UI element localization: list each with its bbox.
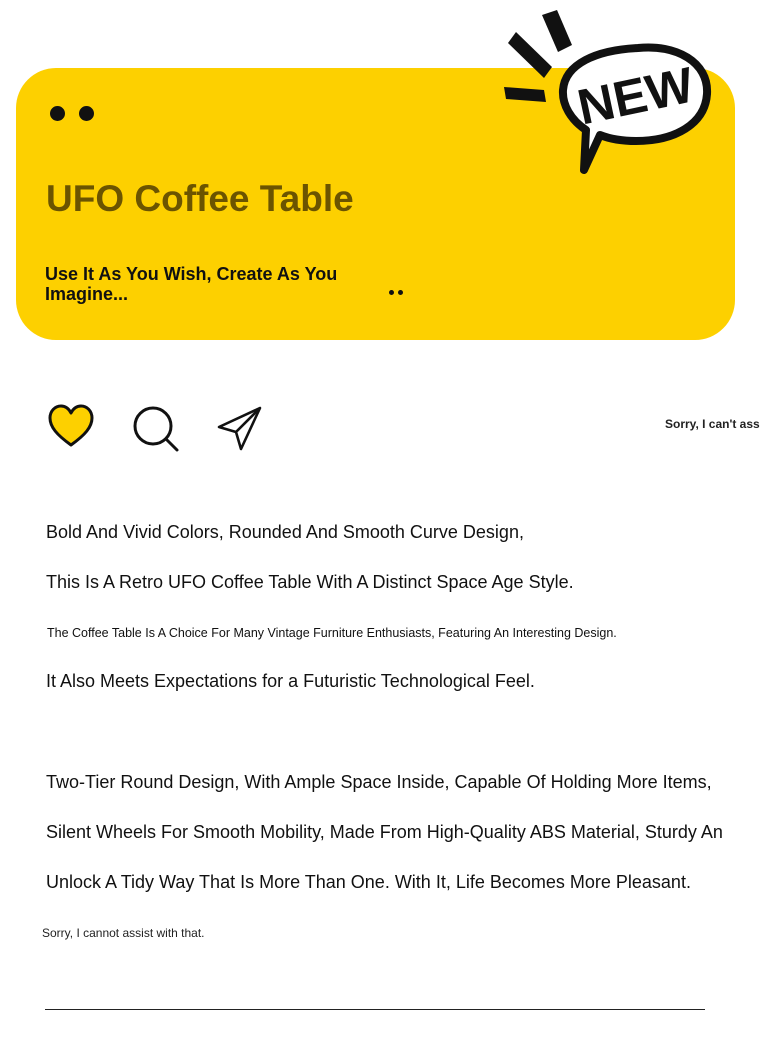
heart-icon[interactable] bbox=[47, 403, 95, 451]
dot bbox=[50, 106, 65, 121]
dot bbox=[389, 290, 394, 295]
description-line: The Coffee Table Is A Choice For Many Vintage Furniture Enthusiasts, Featuring An Interesting Design. bbox=[47, 626, 617, 640]
divider bbox=[45, 1009, 705, 1010]
description-line: Silent Wheels For Smooth Mobility, Made From High-Quality ABS Material, Sturdy An bbox=[46, 822, 723, 842]
page-title: UFO Coffee Table bbox=[46, 178, 354, 219]
dot bbox=[79, 106, 94, 121]
footer-note: Sorry, I cannot assist with that. bbox=[42, 926, 205, 940]
search-icon[interactable] bbox=[132, 405, 180, 453]
description-line: Unlock A Tidy Way That Is More Than One. With It, Life Becomes More Pleasant. bbox=[46, 872, 691, 892]
description-line: Two-Tier Round Design, With Ample Space Inside, Capable Of Holding More Items, bbox=[46, 772, 712, 792]
badge-text: NEW bbox=[572, 56, 699, 136]
dot bbox=[398, 290, 403, 295]
hero-subtitle: Use It As You Wish, Create As You Imagine... bbox=[45, 264, 338, 304]
description-line: This Is A Retro UFO Coffee Table With A Distinct Space Age Style. bbox=[46, 572, 574, 592]
paper-plane-icon[interactable] bbox=[216, 405, 264, 453]
side-note: Sorry, I can't ass bbox=[665, 417, 760, 431]
description-line: Bold And Vivid Colors, Rounded And Smooth Curve Design, bbox=[46, 522, 524, 542]
description-line: It Also Meets Expectations for a Futuristic Technological Feel. bbox=[46, 671, 535, 691]
new-badge-icon bbox=[500, 10, 715, 180]
